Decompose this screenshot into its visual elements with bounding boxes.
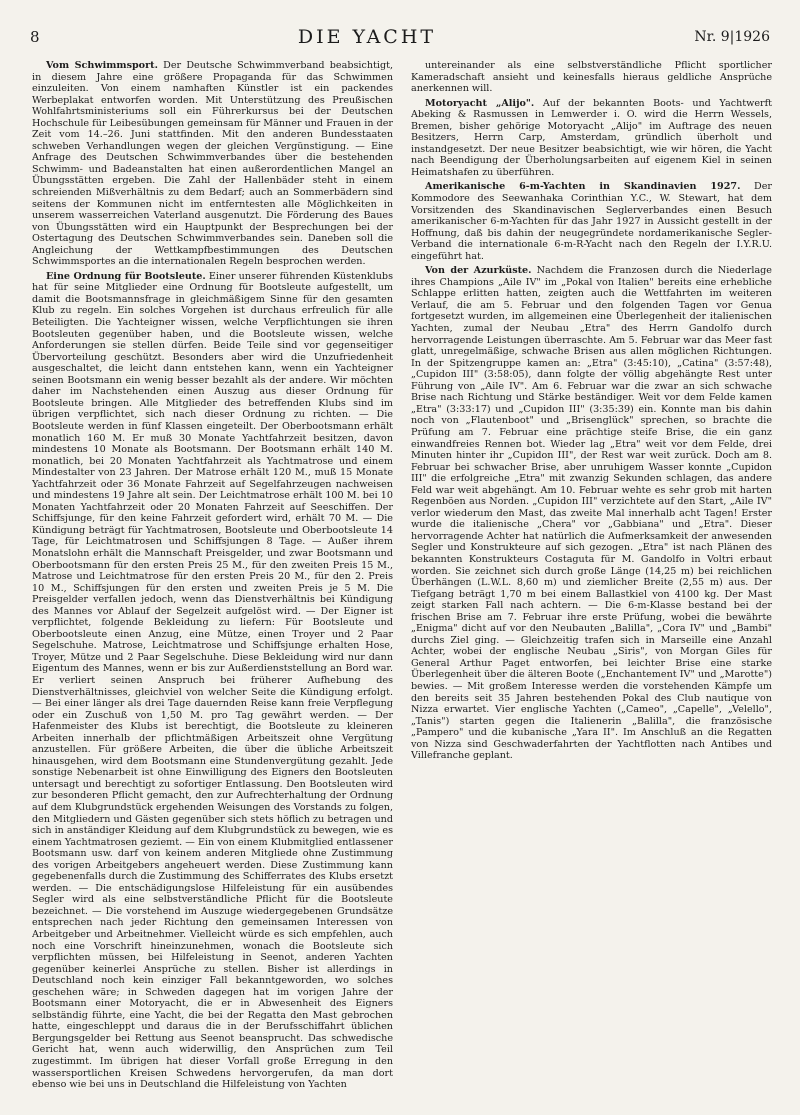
article-azurkueste: [411, 265, 772, 762]
magazine-title: DIE YACHT: [297, 26, 437, 48]
page-header: [30, 22, 770, 52]
left-column: [32, 60, 393, 1102]
article-body: Auf der bekannten Boots- und Yachtwerft Abeking & Rasmussen in Lemwerder i. O. wird die Herrn Wessels, Bremen, bisher gehörige Motoryacht „Alijo" im Auftrage des neuen Besitzers, Herrn Carp, Amsterdam, gründlich überholt und instandgesetzt. Der neue Besitzer beabsichtigt, wie wir hören, die Yacht nach Beendigung der Überholungsarbeiten auf eigenem Kiel in seinen Heimatshafen zu überführen.: [411, 97, 772, 178]
article-body: Der Deutsche Schwimmverband beabsichtigt, in diesem Jahre eine größere Propaganda für das Schwimmen einzuleiten. Von einem namhaften Künstler ist ein packendes Werbeplakat entworfen worden. Mit Unterstützung des Preußischen Wohlfahrtsministeriums soll ein Führerkursus bei der Deutschen Hochschule für Leibesübungen gemeinsam für Männer und Frauen in der Zeit vom 14.–26. Juni stattfinden. Mit den anderen Bundesstaaten schweben Verhandlungen wegen der gleichen Vergünstigung. — Eine Anfrage des Deutschen Schwimmverbandes über die bestehenden Schwimm- und Badeanstalten hat einen außerordentlichen Mangel an Übungsstätten ergeben. Die Zahl der Hallenbäder steht in einem schreienden Mißverhältnis zu dem Bedarf; auch an Sommerbädern sind seitens der Kommunen nicht im entferntesten alle Möglichkeiten in unserem wasserreichen Vaterland ausgenutzt. Die Förderung des Baues von Übungsstätten wird ein Hauptpunkt der Besprechungen bei der Ostertagung des Deutschen Schwimmverbandes sein. Daneben soll die Angleichung der Wettkampfbestimmungen des Deutschen Schwimmsportes an die internationalen Regeln besprochen werden.: [32, 60, 393, 268]
article-heading: Vom Schwimmsport.: [46, 60, 158, 71]
article-heading: Eine Ordnung für Bootsleute.: [46, 270, 206, 282]
article-body-continued: untereinander als eine selbstverständliche Pflicht sportlicher Kameradschaft ansieht und keinesfalls hieraus geldliche Ansprüche anerkennen will.: [411, 60, 772, 95]
right-column: [411, 60, 772, 1102]
text-columns: [32, 60, 772, 1102]
article-heading: Von der Azurküste.: [425, 265, 532, 277]
article-body: Einer unserer führenden Küstenklubs hat für seine Mitglieder eine Ordnung für Bootsleute aufgestellt, um damit die Bootsmannsfrage in gleichmäßigem Sinne für den gesamten Klub zu regeln. Ein solches Vorgehen ist durchaus erfreulich für alle Beteiligten. Die Yachteigner wissen, welche Verpflichtungen sie ihren Bootsleuten gegenüber haben, und die Bootsleute wissen, welche Anforderungen sie stellen dürfen. Beide Teile sind vor gegenseitiger Übervorteilung geschützt. Besonders aber wird die Unzufriedenheit ausgeschaltet, die leicht dann entstehen kann, wenn ein Yachteigner seinen Bootsmann ein wenig besser bezahlt als der andere. Wir möchten daher im Nachstehenden einen Auszug aus dieser Ordnung für Bootsleute bringen. Alle Mitglieder des betreffenden Klubs sind im übrigen verpflichtet, sich nach dieser Ordnung zu richten. — Die Bootsleute werden in fünf Klassen eingeteilt. Der Oberbootsmann erhält monatlich 160 M. Er muß 30 Monate Yachtfahrzeit besitzen, davon mindestens 10 Monate als Bootsmann. Der Bootsmann erhält 140 M. monatlich, bei 20 Monaten Yachtfahrzeit als Yachtmatrose und einem Mindestalter von 23 Jahren. Der Matrose erhält 120 M., muß 15 Monate Yachtfahrzeit oder 36 Monate Fahrzeit auf Segelfahrzeugen nachweisen und mindestens 19 Jahre alt sein. Der Leichtmatrose erhält 100 M. bei 10 Monaten Yachtfahrzeit oder 20 Monaten Fahrzeit auf Seeschiffen. Der Schiffsjunge, für den keine Fahrzeit gefordert wird, erhält 70 M. — Die Kündigung beträgt für Yachtmatrosen, Bootsleute und Oberbootsleute 14 Tage, für Leichtmatrosen und Schiffsjungen 8 Tage. — Außer ihrem Monatslohn erhält die Mannschaft Preisgelder, und zwar Bootsmann und Oberbootsmann für den ersten Preis 25 M., für den zweiten Preis 15 M., Matrose und Leichtmatrose für den ersten Preis 20 M., für den 2. Preis 10 M., Schiffsjungen für den ersten und zweiten Preis je 5 M. Die Preisgelder verfallen jedoch, wenn das Dienstverhältnis bei Kündigung des Mannes vor Ablauf der Segelzeit aufgelöst wird. — Der Eigner ist verpflichtet, folgende Bekleidung zu liefern: Für Bootsleute und Oberbootsleute einen Anzug, eine Mütze, einen Troyer und 2 Paar Segelschuhe. Matrose, Leichtmatrose und Schiffsjunge erhalten Hose, Troyer, Mütze und 2 Paar Segelschuhe. Diese Bekleidung wird nur dann Eigentum des Mannes, wenn er bis zur Außerdienststellung an Bord war. Er verliert seinen Anspruch bei früherer Aufhebung des Dienstverhältnisses, gleichviel von welcher Seite die Kündigung erfolgt. — Bei einer länger als drei Tage dauernden Reise kann freie Verpflegung oder ein Zuschuß von 1,50 M. pro Tag gewährt werden. — Der Hafenmeister des Klubs ist berechtigt, die Bootsleute zu kleineren Arbeiten innerhalb der pflichtmäßigen Arbeitszeit ohne Vergütung anzustellen. Für größere Arbeiten, die über die übliche Arbeitszeit hinausgehen, wird dem Bootsmann eine Stundenvergütung gezahlt. Jede sonstige Nebenarbeit ist ohne Einwilligung des Eigners den Bootsleuten untersagt und berechtigt zu sofortiger Entlassung. Den Bootsleuten wird zur besonderen Pflicht gemacht, den zur Aufrechterhaltung der Ordnung auf dem Klubgrundstück ergehenden Weisungen des Vorstands zu folgen, den Mitgliedern und Gästen gegenüber sich stets höflich zu betragen und sich in anständiger Kleidung auf dem Klubgrundstück zu bewegen, wie es einem Yachtmatrosen geziemt. — Ein von einem Klubmitglied entlassener Bootsmann usw. darf von keinem anderen Mitgliede ohne Zustimmung des vorigen Arbeitgebers angeheuert werden. Diese Zustimmung kann gegebenenfalls durch die Zustimmung des Schifferrates des Klubs ersetzt werden. — Die entschädigungslose Hilfeleistung für ein ausübendes Segler wird als eine selbstverständliche Pflicht für die Bootsleute bezeichnet. — Die vorstehend im Auszuge wiedergegebenen Grundsätze entsprechen nach jeder Richtung den gemeinsamen Interessen von Arbeitgeber und Arbeitnehmer. Vielleicht würde es sich empfehlen, auch noch eine Vorschrift hineinzunehmen, wonach die Bootsleute sich verpflichten müssen, bei Hilfeleistung in Seenot, anderen Yachten gegenüber keinerlei Ansprüche zu stellen. Bisher ist allerdings in Deutschland noch kein einziger Fall bekanntgeworden, wo solches geschehen wäre; in Schweden dagegen hat im vorigen Jahre der Bootsmann einer Motoryacht, die er in Abwesenheit des Eigners selbständig führte, eine Yacht, die bei der Regatta den Mast gebrochen hatte, eingeschleppt und daraus die in der Berufsschiffahrt üblichen Bergungsgelder bei Rettung aus Seenot beansprucht. Das schwedische Gericht hat, wenn auch widerwillig, den Ansprüchen zum Teil zugestimmt. Im übrigen hat dieser Vorfall große Erregung in den wassersportlichen Kreisen Schwedens hervorgerufen, da man dort ebenso wie bei uns in Deutschland die Hilfeleistung von Yachten: [32, 270, 393, 1091]
article-bootsleute: [32, 271, 393, 1091]
article-heading: Motoryacht „Alijo".: [425, 97, 535, 109]
article-alijo: [411, 98, 772, 179]
article-body: Der Kommodore des Seewanhaka Corinthian Y.C., W. Stewart, hat dem Vorsitzenden des Skandinavischen Seglerverbandes einen Besuch amerikanischer 6-m-Yachten für das Jahr 1927 in Aussicht gestellt in der Hoffnung, daß bis dahin der neugegründete nordamerikanische Segler-Verband die internationale 6-m-R-Yacht nach den Regeln der I.Y.R.U. eingeführt hat.: [411, 181, 772, 262]
page-number: 8: [30, 28, 40, 46]
issue-number: Nr. 9|1926: [694, 29, 770, 45]
article-6m-yachts: [411, 181, 772, 262]
article-bootsleute-continued: [411, 60, 772, 95]
article-body: Nachdem die Franzosen durch die Niederlage ihres Champions „Aile IV" im „Pokal von Italien" bereits eine erhebliche Schlappe erlitten hatten, zeigten auch die Wettfahrten im weiteren Verlauf, die am 5. Februar und den folgenden Tagen vor Genua fortgesetzt wurden, im allgemeinen eine Überlegenheit der italienischen Yachten, zumal der Neubau „Etra" des Herrn Gandolfo durch hervorragende Leistungen überraschte. Am 5. Februar war das Meer fast glatt, unregelmäßige, schwache Brisen aus allen möglichen Richtungen. In der Spitzengruppe kamen an: „Etra" (3:45:10), „Catina" (3:57:48), „Cupidon III" (3:58:05), dann folgte der völlig abgehängte Rest unter Führung von „Aile IV". Am 6. Februar war die zwar an sich schwache Brise nach Richtung und Stärke beständiger. Weit vor dem Felde kamen „Etra" (3:33:17) und „Cupidon III" (3:35:39) ein. Konnte man bis dahin noch von „Flautenboot" und „Brisenglück" sprechen, so brachte die Prüfung am 7. Februar eine prächtige steife Brise, die ein ganz einwandfreies Rennen bot. Wieder lag „Etra" weit vor dem Felde, drei Minuten hinter ihr „Cupidon III", der Rest war weit zurück. Doch am 8. Februar bei schwacher Brise, aber unruhigem Wasser konnte „Cupidon III" die erfolgreiche „Etra" mit zwanzig Sekunden schlagen, das andere Feld war weit abgehängt. Am 10. Februar wehte es sehr grob mit harten Regenböen aus Norden. „Cupidon III" verzichtete auf den Start, „Aile IV" verlor wiederum den Mast, das zweite Mal innerhalb acht Tagen! Erster wurde die italienische „Chera" vor „Gabbiana" und „Etra". Dieser hervorragende Achter hat natürlich die Aufmerksamkeit der anwesenden Segler und Konstrukteure auf sich gezogen. „Etra" ist nach Plänen des bekannten Konstrukteurs Costaguta für M. Gandolfo in Voltri erbaut worden. Sie zeichnet sich durch große Länge (14,25 m) bei reichlichen Überhängen (L.W.L. 8,60 m) und ziemlicher Breite (2,55 m) aus. Der Tiefgang beträgt 1,70 m bei einem Ballastkiel von 4100 kg. Der Mast zeigt starken Fall nach achtern. — Die 6-m-Klasse bestand bei der frischen Brise am 7. Februar ihre erste Prüfung, wobei die bewährte „Enigma" dicht auf vor den Neubauten „Balilla", „Cora IV" und „Bambi" durchs Ziel ging. — Gleichzeitig trafen sich in Marseille eine Anzahl Achter, wobei der englische Neubau „Siris", von Morgan Giles für General Arthur Paget entworfen, bei leichter Brise eine starke Überlegenheit über die älteren Boote („Enchantement IV" und „Marotte") bewies. — Mit großem Interesse werden die vorstehenden Kämpfe um den bereits seit 35 Jahren bestehenden Pokal des Club nautique von Nizza erwartet. Vier englische Yachten („Cameo", „Capelle", „Velello", „Tanis") starten gegen die Italienerin „Balilla", die französische „Pampero" und die kubanische „Yara II". Im Anschluß an die Regatten von Nizza sind Geschwaderfahrten der Yachtflotten nach Antibes und Villefranche geplant.: [411, 265, 772, 762]
article-heading: Amerikanische 6-m-Yachten in Skandinavien 1927.: [425, 181, 741, 193]
article-swimming: [32, 60, 393, 268]
